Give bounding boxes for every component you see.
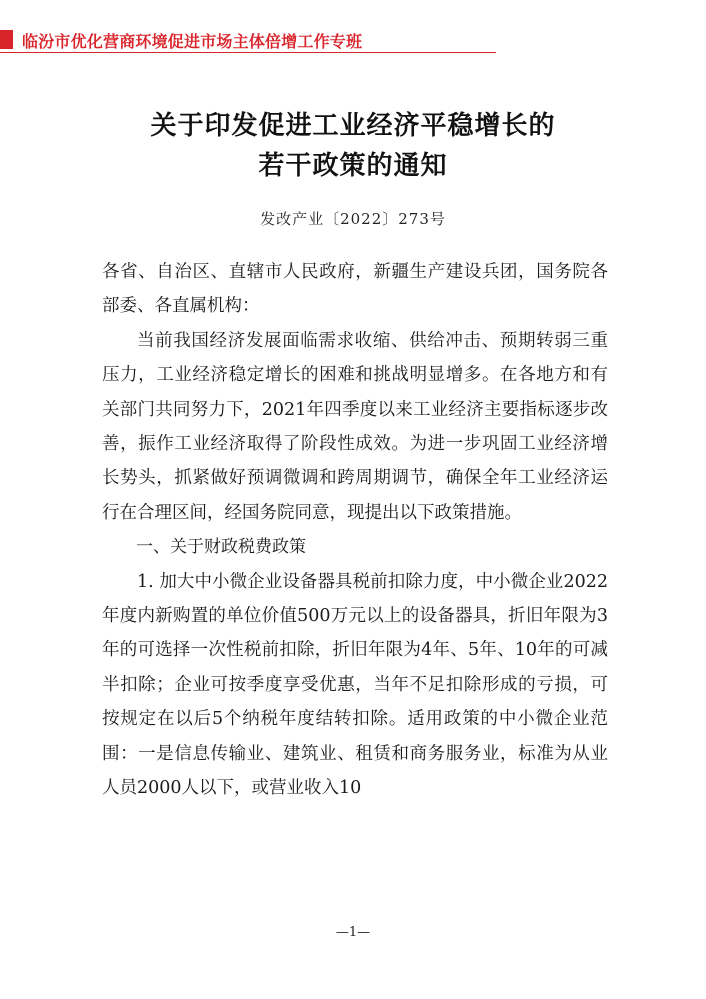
header-banner: [0, 28, 496, 53]
header-title: 临汾市优化营商环境促进市场主体倍增工作专班: [22, 32, 363, 51]
section-heading: 一、关于财政税费政策: [136, 537, 306, 558]
title-line-2: 若干政策的通知: [258, 151, 448, 181]
header-red-block: [0, 30, 13, 49]
item-1-paragraph: 1. 加大中小微企业设备器具税前扣除力度，中小微企业2022年度内新购置的单位价值500万元以上的设备器具，折旧年限为3年的可选择一次性税前扣除，折旧年限为4年、5年、10年的可减半扣除；企业可按季度享受优惠，当年不足扣除形成的亏损，可按规定在以后5个纳税年度结转扣除。适用政策的中小微企业范围：一是信息传输业、建筑业、租赁和商务服务业，标准为从业人员2000人以下，或营业收入10: [102, 571, 608, 799]
salutation-paragraph: 各省、自治区、直辖市人民政府，新疆生产建设兵团，国务院各部委、各直属机构：: [102, 262, 608, 317]
title-line-1: 关于印发促进工业经济平稳增长的: [150, 111, 556, 141]
document-number: 发改产业〔2022〕273号: [260, 210, 446, 228]
intro-paragraph: 当前我国经济发展面临需求收缩、供给冲击、预期转弱三重压力，工业经济稳定增长的困难和挑战明显增多。在各地方和有关部门共同努力下，2021年四季度以来工业经济主要指标逐步改善，振作工业经济取得了阶段性成效。为进一步巩固工业经济增长势头，抓紧做好预调微调和跨周期调节，确保全年工业经济运行在合理区间，经国务院同意，现提出以下政策措施。: [102, 330, 608, 523]
document-body: [102, 255, 608, 806]
page-number: —1—: [335, 925, 371, 940]
document-title: [0, 106, 706, 186]
